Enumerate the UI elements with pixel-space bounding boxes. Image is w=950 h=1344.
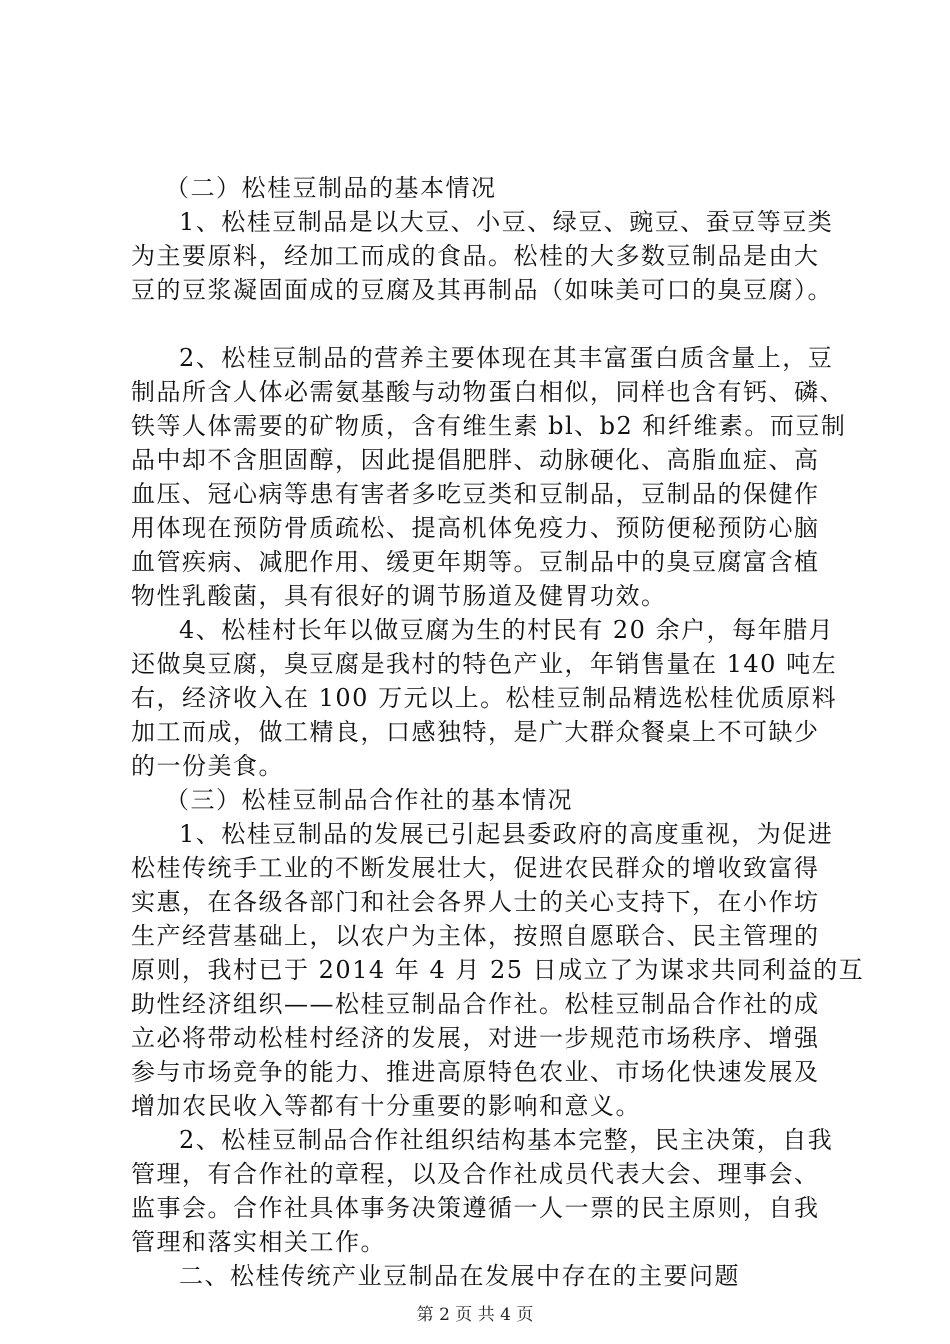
paragraph-line: 为主要原料，经加工而成的食品。松桂的大多数豆制品是由大 [131, 242, 820, 270]
paragraph-line: 增加农民收入等都有十分重要的影响和意义。 [131, 1092, 641, 1120]
paragraph-line: 4、松桂村长年以做豆腐为生的村民有 20 余户，每年腊月 [179, 616, 835, 644]
paragraph-line: 1、松桂豆制品的发展已引起县委政府的高度重视，为促进 [179, 820, 834, 848]
paragraph-line: 还做臭豆腐，臭豆腐是我村的特色产业，年销售量在 140 吨左 [131, 650, 838, 678]
paragraph-line: 血压、冠心病等患有害者多吃豆类和豆制品，豆制品的保健作 [131, 480, 820, 508]
paragraph-line: 松桂传统手工业的不断发展壮大，促进农民群众的增收致富得 [131, 854, 820, 882]
paragraph-line: 豆的豆浆凝固面成的豆腐及其再制品（如味美可口的臭豆腐）。 [131, 276, 833, 304]
paragraph-line: 管理和落实相关工作。 [131, 1228, 386, 1256]
paragraph-line: 血管疾病、减肥作用、缓更年期等。豆制品中的臭豆腐富含植 [131, 548, 820, 576]
paragraph-line: 立必将带动松桂村经济的发展，对进一步规范市场秩序、增强 [131, 1024, 820, 1052]
paragraph-line: 用体现在预防骨质疏松、提高机体免疫力、预防便秘预防心脑 [131, 514, 820, 542]
paragraph-line: 2、松桂豆制品合作社组织结构基本完整，民主决策，自我 [179, 1126, 834, 1154]
paragraph-line: 二、松桂传统产业豆制品在发展中存在的主要问题 [179, 1262, 740, 1290]
page-footer: 第 2 页 共 4 页 [416, 1305, 534, 1325]
paragraph-line: 助性经济组织——松桂豆制品合作社。松桂豆制品合作社的成 [131, 990, 820, 1018]
paragraph-line: 管理，有合作社的章程，以及合作社成员代表大会、理事会、 [131, 1160, 820, 1188]
blank-line [131, 307, 847, 341]
paragraph-line: 监事会。合作社具体事务决策遵循一人一票的民主原则，自我 [131, 1194, 820, 1222]
paragraph-line: 加工而成，做工精良，口感独特，是广大群众餐桌上不可缺少 [131, 718, 820, 746]
paragraph-line: 2、松桂豆制品的营养主要体现在其丰富蛋白质含量上，豆 [179, 344, 834, 372]
paragraph-line: 的一份美食。 [131, 752, 284, 780]
paragraph-line: （三）松桂豆制品合作社的基本情况 [165, 786, 573, 814]
paragraph-line: 实惠，在各级各部门和社会各界人士的关心支持下，在小作坊 [131, 888, 820, 916]
paragraph-line: 制品所含人体必需氨基酸与动物蛋白相似，同样也含有钙、磷、 [131, 378, 845, 406]
paragraph-line: 物性乳酸菌，具有很好的调节肠道及健胃功效。 [131, 582, 667, 610]
paragraph-line: 品中却不含胆固醇，因此提倡肥胖、动脉硬化、高脂血症、高 [131, 446, 820, 474]
paragraph-line: 参与市场竞争的能力、推进高原特色农业、市场化快速发展及 [131, 1058, 820, 1086]
paragraph-line: 铁等人体需要的矿物质，含有维生素 bl、b2 和纤维素。而豆制 [131, 412, 847, 440]
paragraph-line: 1、松桂豆制品是以大豆、小豆、绿豆、豌豆、蚕豆等豆类 [179, 208, 834, 236]
paragraph-line: 生产经营基础上，以农户为主体，按照自愿联合、民主管理的 [131, 922, 820, 950]
paragraph-line: 原则，我村已于 2014 年 4 月 25 日成立了为谋求共同利益的互 [131, 956, 865, 984]
document-body [131, 171, 865, 1293]
paragraph-line: （二）松桂豆制品的基本情况 [165, 174, 497, 202]
paragraph-line: 右，经济收入在 100 万元以上。松桂豆制品精选松桂优质原料 [131, 684, 838, 712]
